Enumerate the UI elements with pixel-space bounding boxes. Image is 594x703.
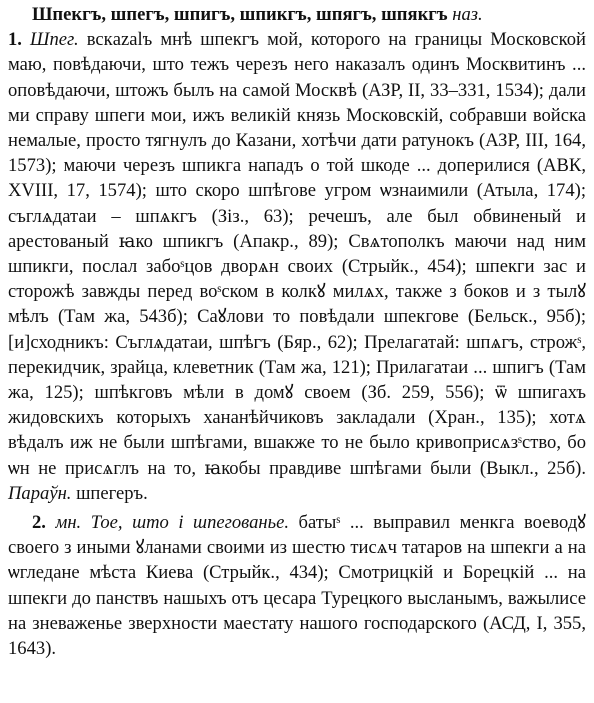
sense-1-label: Шпег.	[30, 29, 79, 51]
cross-reference-word: шпегеръ.	[71, 482, 148, 504]
sense-2-label: мн. Тое, што і шпегованьe.	[55, 512, 290, 534]
cross-reference-label: Параўн.	[8, 482, 72, 504]
sense-2-paragraph	[8, 510, 586, 661]
dictionary-entry	[8, 2, 586, 661]
sense-1-text: вскazalъ мнѣ шпекгъ мой, которого на границы Московской маю, повѣдаючи, што тежъ черезъ него наказалъ одинъ Москвитинъ ... оповѣдаючи, штожъ былъ на самой Москвѣ (АЗР, II, 33–331, 1534); дали ми справу шпеги мои, ижъ великій князь Московскій, собравши войска немалые, просто тягнулъ до Казани, хотѣчи дати ратунокъ (АЗР, III, 164, 1573); маючи черезъ шпикга нападъ о той шкоде ... доперилися (АВК, XVIII, 17, 1574); што скоро шпѣгове угром ѡзнаимили (Атыла, 174); съглѧдатаи – шпѧкгъ (Зіз., 63); речешъ, але был обвиненый и арестованый ꙗко шпикгъ (Апакр., 89); Свѧтополкъ маючи над ним шпикги, послал забоˢцов дворѧн своих (Стрыйк., 454); шпекги зас и сторожѣ завжды перед воˢском в колкꙋ милѧх, также з боков и з тылꙋ мѣлъ (Там жа, 543б); Саꙋлови то повѣдали шпекгове (Бельск., 95б); [и]сходникъ: Съглѧдатаи, шпѣгъ (Бяр., 62); Прелагатай: шпѧгъ, строжˢ, перекидчик, зрайца, клеветник (Там жа, 121); Прилагатаи ... шпигъ (Там жа, 125); шпѣкговъ мѣли в домꙋ своем (Зб. 259, 556); ѿ шпигахъ жидовскихъ которыхъ хананѣйчиковъ закладали (Хран., 135); хотѧ вѣдалъ иж не были шпѣгами, вшакже то не было кривоприсѧзˢство, бо ѡн не присѧглъ на то, ꙗкобы правдиве шпѣгами были (Выкл., 25б).	[8, 29, 586, 479]
sense-2-number: 2.	[32, 512, 46, 534]
sense-1-number: 1.	[8, 29, 22, 51]
sense-2-text: батыˢ ... выправил менкга воеводꙋ своего з иными ꙋланами своими из шестю тисѧч татаров на шпекги а на ѡгледане мѣста Киева (Стрыйк., 434); Смотрицкій и Борецкій ... на шпекги до панствъ нашыхъ отъ цесара Турецкого высланымъ, важылисе на зневаженье зверхности маестату нашого господарского (АСД, I, 355, 1643).	[8, 512, 586, 660]
grammar-label: наз.	[452, 4, 483, 25]
headword: Шпекгъ, шпегъ, шпигъ, шпикгъ, шпягъ, шпякгъ	[32, 4, 448, 25]
sense-1-paragraph	[8, 2, 586, 506]
